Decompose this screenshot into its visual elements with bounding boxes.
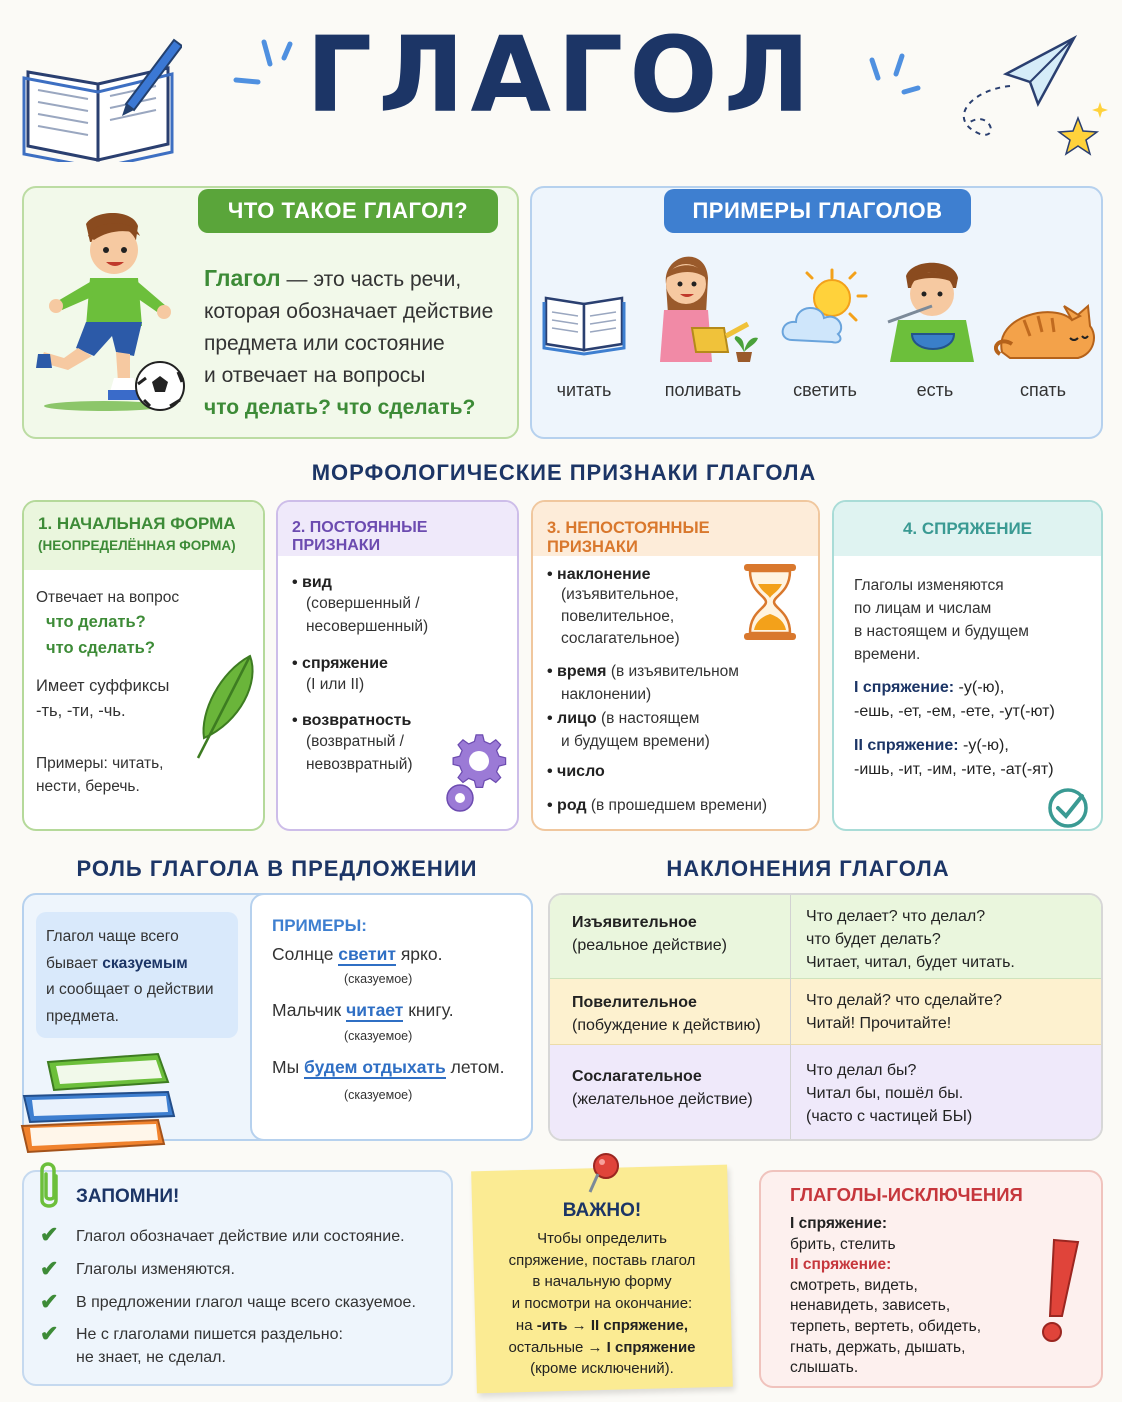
variable-mood: • наклонение [547, 566, 747, 584]
initial-form-examples-2: нести, беречь. [36, 778, 140, 795]
conjugation-text-3: в настоящем и будущем [854, 623, 1029, 640]
remember-title: ЗАПОМНИ! [76, 1186, 180, 1207]
constant-conjugation: • спряжение [292, 655, 512, 673]
remember-4a: Не с глаголами пишется раздельно: [76, 1326, 343, 1343]
sentence-1-verb: светит [338, 944, 396, 964]
conjugation-1-b: -ешь, -ет, -ем, -ете, -ут(-ют) [854, 703, 1055, 720]
hourglass-icon [740, 562, 800, 642]
initial-form-q1: что делать? [46, 613, 146, 631]
conjugation-1-a: -у(-ю), [954, 679, 1005, 696]
definition-text [204, 262, 504, 424]
moods-heading: НАКЛОНЕНИЯ ГЛАГОЛА [666, 856, 950, 881]
open-book-icon [542, 288, 626, 358]
mood-indicative-desc: (реальное действие) [572, 937, 727, 954]
mood-row-subjunctive [550, 1045, 1102, 1141]
mood-imperative-name: Повелительное [572, 994, 697, 1011]
important-line-2: спряжение, поставь глагол [508, 1251, 696, 1269]
conjugation-text-1: Глаголы изменяются [854, 577, 1004, 594]
mood-row-indicative [550, 895, 1102, 979]
sentence-2-b: книгу. [403, 1000, 454, 1020]
open-book-pen-icon [22, 32, 182, 162]
example-eat: есть [916, 380, 954, 400]
exceptions-w5: слышать. [790, 1359, 859, 1377]
example-sleep: спать [1020, 380, 1066, 400]
role-note-3: и сообщает о действии [46, 981, 214, 998]
definition-word: Глагол [204, 265, 281, 291]
conjugation-text-4: времени. [854, 646, 921, 663]
boy-kicking-ball-illustration [34, 206, 194, 416]
paper-plane-icon [950, 30, 1120, 170]
constant-title: 2. ПОСТОЯННЫЕ ПРИЗНАКИ [278, 502, 517, 556]
variable-mood-b: повелительное, [561, 608, 675, 625]
gears-icon [440, 730, 518, 816]
check-icon: ✔ [40, 1222, 59, 1247]
mood-imperative-desc: (побуждение к действию) [572, 1017, 761, 1034]
conjugation-title: 4. СПРЯЖЕНИЕ [834, 502, 1101, 556]
definition-line-2: которая обозначает действие [204, 300, 494, 323]
exceptions-w1: смотреть, видеть, [790, 1276, 918, 1294]
variable-mood-c: сослагательное) [561, 630, 680, 647]
sun-cloud-icon [780, 266, 870, 350]
conjugation-2-b: -ишь, -ит, -им, -ите, -ат(-ят) [854, 761, 1054, 778]
remember-3: В предложении глагол чаще всего сказуемое. [76, 1294, 416, 1311]
role-note-2a: бывает [46, 954, 103, 972]
mood-subjunctive-name: Сослагательное [572, 1068, 702, 1085]
exceptions-w2: ненавидеть, зависеть, [790, 1297, 951, 1315]
definition-questions: что делать? что сделать? [204, 396, 476, 419]
definition-line-3: предмета или состояние [204, 332, 445, 355]
mood-indicative-q2: что будет делать? [806, 931, 941, 948]
exceptions-title: ГЛАГОЛЫ-ИСКЛЮЧЕНИЯ [790, 1184, 1023, 1205]
important-line-1: Чтобы определить [537, 1230, 667, 1247]
role-note [36, 912, 238, 1038]
example-water: поливать [664, 380, 742, 400]
important-line-5c: → [567, 1316, 591, 1334]
exceptions-c1-words: брить, стелить [790, 1235, 896, 1253]
mood-subjunctive-q1: Что делал бы? [806, 1062, 917, 1079]
role-examples-title: ПРИМЕРЫ: [272, 916, 367, 935]
examples-header: ПРИМЕРЫ ГЛАГОЛОВ [664, 189, 971, 233]
sentence-3-b: летом. [445, 1057, 505, 1077]
mood-subjunctive-desc: (желательное действие) [572, 1091, 753, 1108]
predicate-label-2: (сказуемое) [344, 1029, 413, 1043]
role-note-4: предмета. [46, 1007, 119, 1025]
definition-line-4: и отвечает на вопросы [204, 364, 426, 387]
moods-table [548, 893, 1103, 1141]
morphology-heading: МОРФОЛОГИЧЕСКИЕ ПРИЗНАКИ ГЛАГОЛА [311, 460, 817, 485]
constant-conjugation-a: (I или II) [306, 676, 365, 693]
important-title: ВАЖНО! [562, 1200, 642, 1221]
initial-form-title: 1. НАЧАЛЬНАЯ ФОРМА [38, 514, 236, 533]
variable-title: 3. НЕПОСТОЯННЫЕ ПРИЗНАКИ [533, 502, 818, 556]
conjugation-text-2: по лицам и числам [854, 600, 992, 617]
feather-quill-icon [190, 652, 260, 762]
constant-aspect-b: несовершенный) [306, 618, 429, 635]
important-line-5d: II спряжение, [590, 1316, 689, 1334]
definition-line-1: — это часть речи, [280, 268, 462, 291]
important-line-6b: I спряжение [606, 1338, 696, 1356]
remember-4b: не знает, не сделал. [76, 1349, 226, 1366]
variable-tense-x: (в изъявительном [606, 663, 739, 680]
mood-subjunctive-q2: Читал бы, пошёл бы. [806, 1085, 964, 1102]
mood-imperative-q2: Читай! Прочитайте! [806, 1015, 952, 1032]
remember-1: Глагол обозначает действие или состояние. [76, 1228, 405, 1245]
sparkle-lines-right-icon [858, 40, 928, 100]
variable-tense-a: наклонении) [561, 686, 652, 703]
mood-indicative-q1: Что делает? что делал? [806, 908, 986, 925]
conjugation-2-label: II спряжение: [854, 737, 959, 754]
constant-reflexive: • возвратность [292, 712, 512, 730]
variable-gender: • род [547, 797, 587, 814]
predicate-label-1: (сказуемое) [344, 972, 413, 986]
variable-mood-a: (изъявительное, [561, 586, 679, 603]
sentence-1-a: Солнце [272, 944, 339, 964]
role-note-1: Глагол чаще всего [46, 928, 179, 945]
example-read: читать [556, 380, 612, 400]
variable-person: • лицо [547, 710, 597, 727]
morph-card-variable [531, 500, 820, 831]
initial-form-suffix-1: Имеет суффиксы [36, 677, 170, 695]
sparkle-lines-left-icon [230, 36, 300, 96]
mood-imperative-q1: Что делай? что сделайте? [806, 992, 1003, 1009]
exclamation-icon [1032, 1236, 1082, 1346]
moods-divider [790, 895, 791, 1141]
paperclip-icon [36, 1162, 64, 1212]
check-icon: ✔ [40, 1256, 59, 1281]
stack-of-books-icon [18, 1046, 180, 1156]
role-heading: РОЛЬ ГЛАГОЛА В ПРЕДЛОЖЕНИИ [76, 856, 478, 881]
mood-indicative-q3: Читает, читал, будет читать. [806, 954, 1015, 971]
constant-aspect-a: (совершенный / [306, 595, 420, 612]
push-pin-icon [584, 1152, 624, 1198]
predicate-label-3: (сказуемое) [344, 1088, 413, 1102]
important-line-7: (кроме исключений). [530, 1360, 674, 1378]
initial-form-question-intro: Отвечает на вопрос [36, 589, 180, 606]
remember-2: Глаголы изменяются. [76, 1261, 235, 1278]
check-icon: ✔ [40, 1321, 59, 1346]
important-line-5a: на [515, 1316, 537, 1334]
conjugation-2-a: -у(-ю), [958, 737, 1009, 754]
variable-tense: • время [547, 663, 607, 680]
check-circle-icon [1046, 786, 1090, 830]
important-line-4: и посмотри на окончание: [511, 1295, 693, 1313]
sentence-2-verb: читает [346, 1000, 404, 1020]
example-shine: светить [793, 380, 857, 400]
boy-eating-icon [884, 254, 980, 362]
morph-card-conjugation [832, 500, 1103, 831]
exceptions-w4: гнать, держать, дышать, [790, 1338, 966, 1356]
important-line-3: в начальную форму [532, 1273, 672, 1291]
mood-subjunctive-q3: (часто с частицей БЫ) [806, 1108, 973, 1125]
check-icon: ✔ [40, 1289, 59, 1314]
sentence-3-a: Мы [272, 1057, 305, 1077]
conjugation-1-label: I спряжение: [854, 679, 955, 696]
important-line-5b: -ить [536, 1316, 568, 1334]
exceptions-c2: II спряжение: [790, 1256, 892, 1274]
definition-header: ЧТО ТАКОЕ ГЛАГОЛ? [198, 189, 498, 233]
variable-gender-x: (в прошедшем времени) [586, 797, 768, 814]
sleeping-cat-icon [994, 296, 1098, 364]
constant-reflexive-a: (возвратный / [306, 733, 404, 750]
initial-form-examples-1: Примеры: читать, [36, 755, 164, 772]
mood-row-imperative [550, 979, 1102, 1045]
variable-person-a: и будущем времени) [561, 733, 710, 750]
constant-aspect: • вид [292, 574, 512, 592]
sentence-3-verb: будем отдыхать [304, 1057, 446, 1077]
mood-indicative-name: Изъявительное [572, 914, 697, 931]
girl-watering-plant-icon [652, 244, 764, 364]
role-note-2b: сказуемым [102, 954, 188, 972]
variable-person-x: (в настоящем [596, 710, 700, 727]
important-line-6a: остальные → [508, 1338, 607, 1356]
initial-form-q2: что сделать? [46, 639, 155, 657]
exceptions-w3: терпеть, вертеть, обидеть, [790, 1317, 982, 1335]
variable-number: • число [547, 763, 767, 781]
initial-form-suffix-2: -ть, -ти, -чь. [36, 702, 126, 720]
sentence-2-a: Мальчик [272, 1000, 347, 1020]
constant-reflexive-b: невозвратный) [306, 756, 413, 773]
page-title: ГЛАГОЛ [305, 14, 817, 136]
sentence-1-b: ярко. [395, 944, 443, 964]
initial-form-subtitle: (НЕОПРЕДЕЛЁННАЯ ФОРМА) [38, 538, 236, 553]
exceptions-c1: I спряжение: [790, 1215, 887, 1232]
